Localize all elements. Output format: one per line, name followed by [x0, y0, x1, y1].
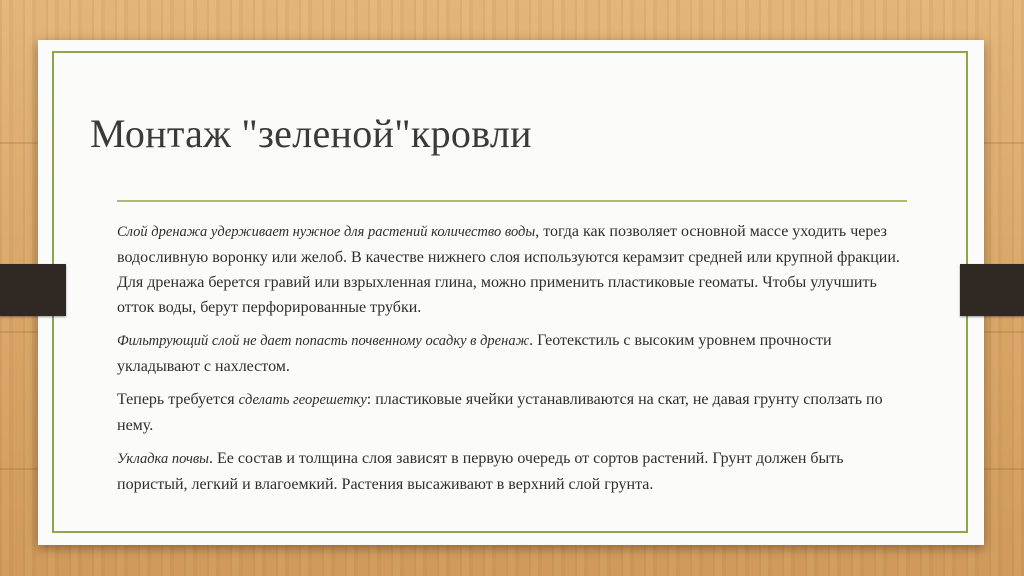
- paragraph-text: . Геотекстиль с высоким уровнем прочности укладывают с нахлестом.: [117, 332, 832, 375]
- paragraph-geogrid: [117, 387, 907, 438]
- paragraph-emphasis: сделать георешетку: [238, 392, 367, 408]
- slide-body: [117, 219, 907, 505]
- slide-title: Монтаж "зеленой"кровли: [90, 111, 532, 156]
- paragraph-soil: [117, 446, 907, 497]
- paragraph-emphasis: Слой дренажа удерживает нужное для растений количество воды: [117, 224, 536, 240]
- paragraph-filter: [117, 328, 907, 379]
- paragraph-drainage: [117, 219, 907, 320]
- paragraph-emphasis: Укладка почвы: [117, 451, 210, 467]
- paragraph-text: . Ее состав и толщина слоя зависят в первую очередь от сортов растений. Грунт должен быть пористый, легкий и влагоемкий. Растения высаживают в верхний слой грунта.: [117, 450, 844, 493]
- paragraph-emphasis: Фильтрующий слой не дает попасть почвенному осадку в дренаж: [117, 333, 530, 349]
- paragraph-text: : пластиковые ячейки устанавливаются на скат, не давая грунту сползать по нему.: [117, 391, 883, 434]
- paragraph-lead: Теперь требуется: [117, 391, 239, 408]
- left-binder-clip: [0, 264, 66, 316]
- right-binder-clip: [960, 264, 1024, 316]
- title-divider: [117, 200, 907, 202]
- paragraph-text: , тогда как позволяет основной массе уходить через водосливную воронку или желоб. В качестве нижнего слоя используются керамзит средней или крупной фракции. Для дренажа берется гравий или взрыхленная глина, можно применить пластиковые геоматы. Чтобы улучшить отток воды, берут перфорированные трубки.: [117, 223, 900, 316]
